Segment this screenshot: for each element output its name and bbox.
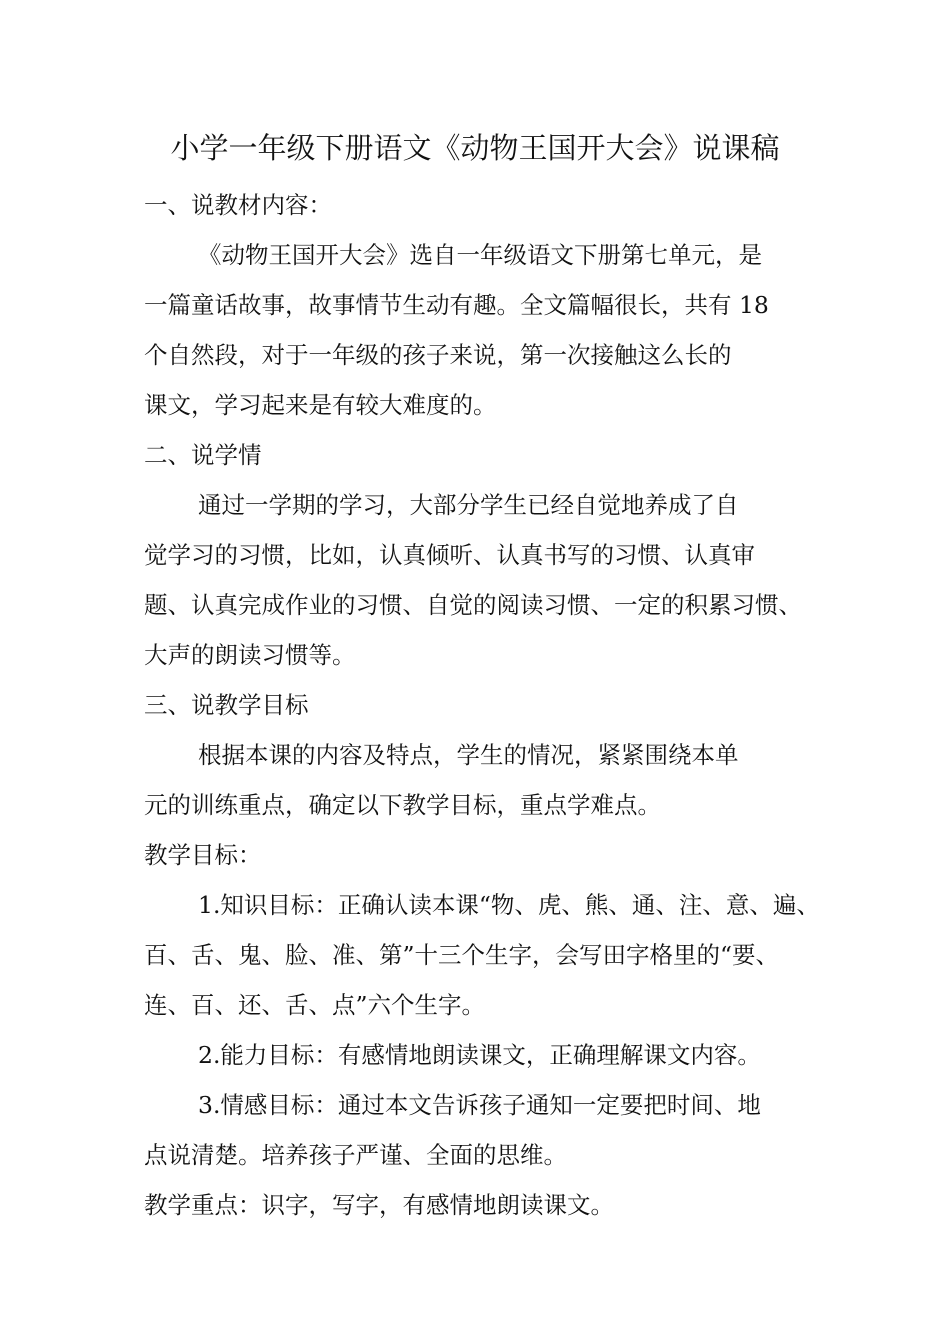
paragraph-line: 通过一学期的学习，大部分学生已经自觉地养成了自 [198,491,739,519]
subheading-objectives: 教学目标： [144,841,262,869]
paragraph-line: 连、百、还、舌、点”六个生字。 [144,991,486,1019]
section-heading-learners: 二、说学情 [144,441,262,469]
paragraph-line: 根据本课的内容及特点，学生的情况，紧紧围绕本单 [198,741,739,769]
paragraph-line: 元的训练重点，确定以下教学目标，重点学难点。 [144,791,661,819]
teaching-focus-line: 教学重点：识字，写字，有感情地朗读课文。 [144,1191,614,1219]
objective-item-knowledge: 1.知识目标：正确认读本课“物、虎、熊、通、注、意、遍、 [198,891,820,919]
paragraph-line: 题、认真完成作业的习惯、自觉的阅读习惯、一定的积累习惯、 [144,591,802,619]
paragraph-line: 大声的朗读习惯等。 [144,641,356,669]
paragraph-line: 一篇童话故事，故事情节生动有趣。全文篇幅很长，共有 18 [144,291,769,319]
objective-item-emotion: 3.情感目标：通过本文告诉孩子通知一定要把时间、地 [198,1091,761,1119]
paragraph-line: 个自然段，对于一年级的孩子来说，第一次接触这么长的 [144,341,732,369]
paragraph-line: 百、舌、鬼、脸、准、第”十三个生字，会写田字格里的“要、 [144,941,780,969]
section-heading-materials: 一、说教材内容： [144,191,332,219]
paragraph-line: 《动物王国开大会》选自一年级语文下册第七单元，是 [198,241,762,269]
objective-item-ability: 2.能力目标：有感情地朗读课文，正确理解课文内容。 [198,1041,761,1069]
paragraph-line: 课文，学习起来是有较大难度的。 [144,391,497,419]
document-body [144,180,834,1230]
paragraph-line: 点说清楚。培养孩子严谨、全面的思维。 [144,1141,567,1169]
paragraph-line: 觉学习的习惯，比如，认真倾听、认真书写的习惯、认真审 [144,541,755,569]
section-heading-objectives: 三、说教学目标 [144,691,309,719]
page-title: 小学一年级下册语文《动物王国开大会》说课稿 [170,131,780,165]
